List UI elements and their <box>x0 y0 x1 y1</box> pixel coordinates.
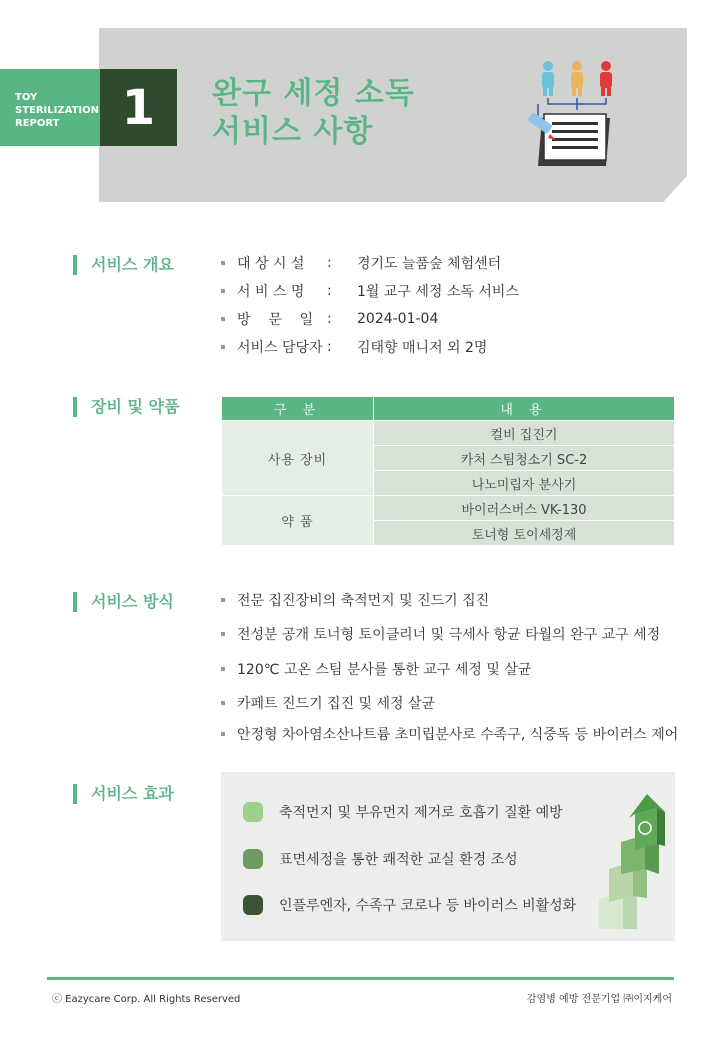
report-tag-line: REPORT <box>15 118 60 129</box>
effect-item-text: 축적먼지 및 부유먼지 제거로 호흡기 질환 예방 <box>279 805 563 821</box>
overview-row-visit-date <box>221 309 438 329</box>
effect-square-icon <box>243 849 263 869</box>
method-item <box>221 659 531 679</box>
overview-colon: : <box>327 255 332 271</box>
bullet <box>221 701 225 705</box>
method-item-text: 안정형 차아염소산나트륨 초미립분사로 수족구, 식중독 등 바이러스 제어 <box>237 727 679 743</box>
report-tag-line: STERILIZATION <box>15 105 99 116</box>
effect-section-title: 서비스 효과 <box>73 784 174 804</box>
overview-section-title: 서비스 개요 <box>73 255 174 275</box>
table-category-cell: 사용 장비 <box>222 421 374 496</box>
overview-value: 경기도 늘품숲 체험센터 <box>357 256 502 272</box>
page-title <box>212 75 415 151</box>
table-category-cell: 약 품 <box>222 496 374 546</box>
bullet <box>221 345 225 349</box>
effect-item-text: 인플루엔자, 수족구 코로나 등 바이러스 비활성화 <box>279 898 577 914</box>
overview-label: 서 비 스 명 <box>237 284 305 300</box>
bullet <box>221 261 225 265</box>
overview-value: 2024-01-04 <box>357 311 439 327</box>
report-tag-line: TOY <box>15 92 38 103</box>
footer-company: 감염병 예방 전문기업 ㈜이지케어 <box>526 994 672 1005</box>
equipment-section-title: 장비 및 약품 <box>73 397 179 417</box>
bullet <box>221 289 225 293</box>
effect-item <box>243 895 576 915</box>
table-header-row <box>222 397 675 421</box>
table-row <box>222 496 675 521</box>
effect-item <box>243 802 563 822</box>
page-title-line1: 완구 세정 소독 <box>212 76 415 111</box>
method-item <box>221 624 660 644</box>
effect-square-icon <box>243 802 263 822</box>
method-item <box>221 693 435 713</box>
footer-divider <box>47 977 674 980</box>
table-header-category: 구 분 <box>222 397 374 421</box>
overview-value: 김태향 매니저 외 2명 <box>357 340 488 356</box>
table-item-cell: 나노미립자 분사기 <box>374 471 675 496</box>
table-header-content: 내 용 <box>374 397 675 421</box>
effect-panel <box>221 772 675 941</box>
method-item <box>221 590 489 610</box>
bullet <box>221 732 225 736</box>
overview-row-manager <box>221 337 487 357</box>
footer-copyright: ⓒ Eazycare Corp. All Rights Reserved <box>52 994 241 1005</box>
bullet <box>221 317 225 321</box>
method-item <box>221 724 678 744</box>
method-item-text: 전성분 공개 토너형 토이클리너 및 극세사 항균 타월의 완구 교구 세정 <box>237 627 661 643</box>
people-document-icon <box>520 58 620 168</box>
bullet <box>221 632 225 636</box>
method-section-title: 서비스 방식 <box>73 592 174 612</box>
overview-value: 1월 교구 세정 소독 서비스 <box>357 284 519 300</box>
effect-item-text: 표면세정을 통한 쾌적한 교실 환경 조성 <box>279 852 518 868</box>
overview-label: 방 문 일 <box>237 312 314 328</box>
page-title-line2: 서비스 사항 <box>212 114 374 149</box>
growth-steps-arrow-icon <box>589 794 669 929</box>
section-number: 1 <box>100 69 177 146</box>
overview-row-service-name <box>221 281 519 301</box>
report-tag <box>0 69 100 146</box>
method-item-text: 카페트 진드기 집진 및 세정 살균 <box>237 696 436 712</box>
overview-colon: : <box>327 283 332 299</box>
table-item-cell: 토너형 토이세정제 <box>374 521 675 546</box>
table-row <box>222 421 675 446</box>
effect-item <box>243 849 518 869</box>
overview-colon: : <box>327 339 332 355</box>
overview-row-facility <box>221 253 501 273</box>
overview-label: 서비스 담당자 <box>237 340 323 356</box>
bullet <box>221 667 225 671</box>
effect-square-icon <box>243 895 263 915</box>
method-item-text: 120℃ 고온 스팀 분사를 통한 교구 세정 및 살균 <box>237 662 532 678</box>
method-item-text: 전문 집진장비의 축적먼지 및 진드기 집진 <box>237 593 490 609</box>
table-item-cell: 컬비 집진기 <box>374 421 675 446</box>
overview-label: 대 상 시 설 <box>237 256 305 272</box>
equipment-table <box>221 396 675 546</box>
overview-colon: : <box>327 311 332 327</box>
bullet <box>221 598 225 602</box>
table-item-cell: 바이러스버스 VK-130 <box>374 496 675 521</box>
table-item-cell: 카처 스팀청소기 SC-2 <box>374 446 675 471</box>
